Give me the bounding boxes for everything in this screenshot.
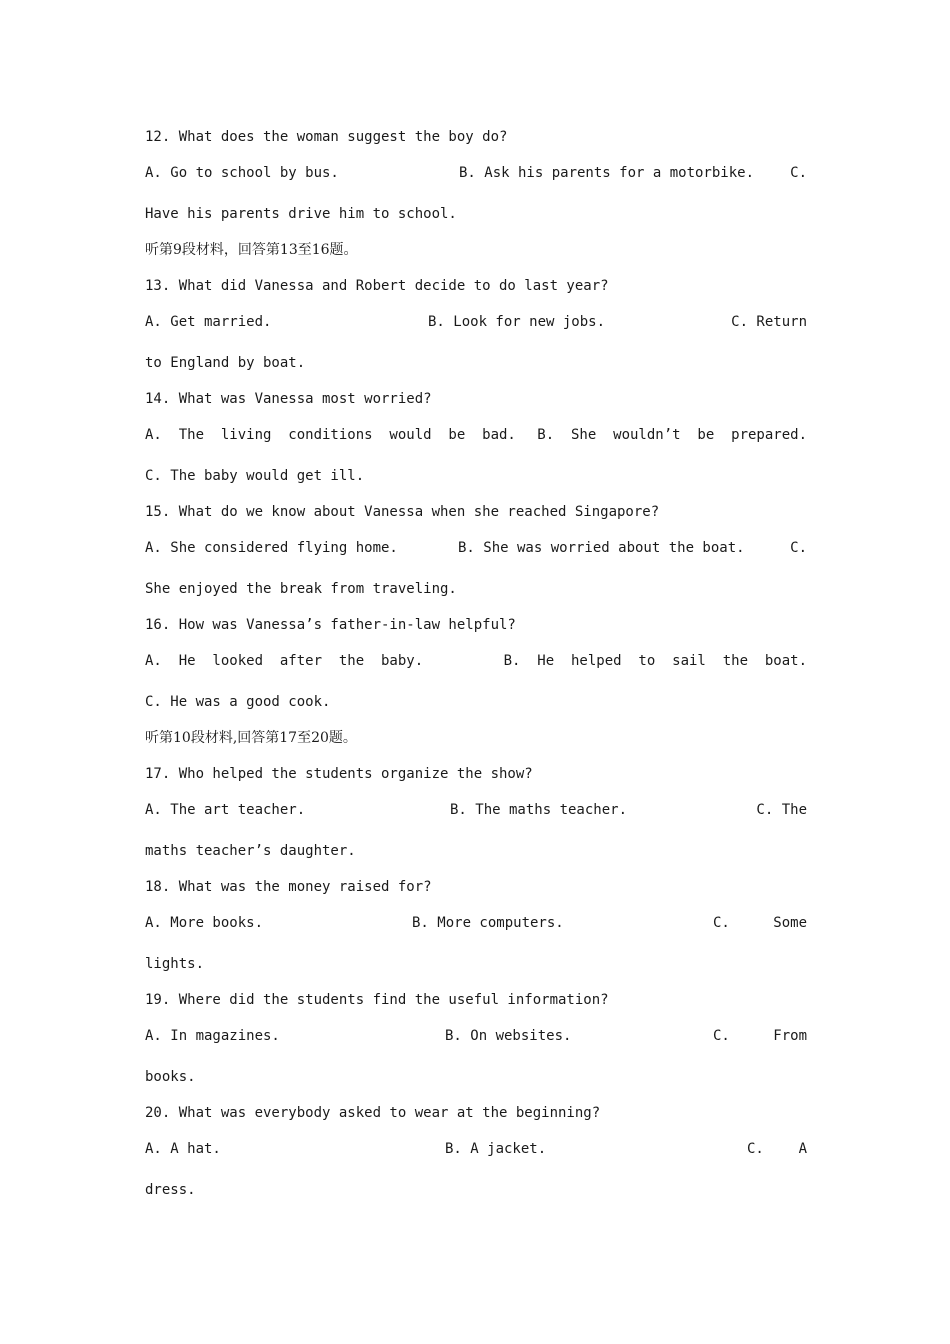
q18-option-c-text: lights. — [145, 956, 205, 972]
question-13-stem: 13. What did Vanessa and Robert decide to do last year? — [145, 278, 609, 294]
q13-option-a: A. Get married. — [145, 314, 272, 330]
q16-option-c: C. He was a good cook. — [145, 694, 331, 710]
question-12-stem: 12. What does the woman suggest the boy do? — [145, 129, 508, 145]
question-18-options-row — [145, 913, 807, 933]
q14-option-c: C. The baby would get ill. — [145, 468, 365, 484]
q17-option-c-label: C. The — [756, 802, 807, 818]
q17-option-a: A. The art teacher. — [145, 802, 306, 818]
q12-option-c-text: Have his parents drive him to school. — [145, 206, 457, 222]
q18-option-a: A. More books. — [145, 915, 264, 931]
question-20-stem: 20. What was everybody asked to wear at the beginning? — [145, 1105, 601, 1121]
q13-option-c-label: C. Return — [731, 314, 807, 330]
q14-option-b: B. She wouldn’t be prepared. — [537, 427, 807, 443]
section-10-heading: 听第10段材料,回答第17至20题。 — [145, 730, 357, 746]
question-14-options-row — [145, 425, 807, 445]
question-15-options-row — [145, 538, 807, 558]
question-14-stem: 14. What was Vanessa most worried? — [145, 391, 432, 407]
question-17-options-row — [145, 800, 807, 820]
question-19-stem: 19. Where did the students find the useful information? — [145, 992, 609, 1008]
q15-option-c-label: C. — [790, 540, 807, 556]
q12-option-c-label: C. — [790, 165, 807, 181]
q18-option-c-start: Some — [773, 915, 807, 931]
q18-option-c-label: C. — [713, 915, 730, 931]
q16-option-a: A. He looked after the baby. — [145, 653, 424, 669]
q13-option-b: B. Look for new jobs. — [428, 314, 606, 330]
question-16-stem: 16. How was Vanessa’s father-in-law helpful? — [145, 617, 516, 633]
section-9-heading: 听第9段材料，回答第13至16题。 — [145, 242, 358, 258]
q15-option-a: A. She considered flying home. — [145, 540, 398, 556]
q15-option-b: B. She was worried about the boat. — [458, 540, 745, 556]
q20-option-b: B. A jacket. — [445, 1141, 547, 1157]
question-13-options-row — [145, 312, 807, 332]
q19-option-c-start: From — [773, 1028, 807, 1044]
q17-option-c-text: maths teacher’s daughter. — [145, 843, 356, 859]
q19-option-c-label: C. — [713, 1028, 730, 1044]
q17-option-b: B. The maths teacher. — [450, 802, 628, 818]
q20-option-a: A. A hat. — [145, 1141, 221, 1157]
q16-option-b: B. He helped to sail the boat. — [503, 653, 807, 669]
q12-option-a: A. Go to school by bus. — [145, 165, 339, 181]
question-12-options-row — [145, 163, 807, 183]
q20-option-c-start: A — [798, 1141, 807, 1157]
question-18-stem: 18. What was the money raised for? — [145, 879, 432, 895]
q13-option-c-text: to England by boat. — [145, 355, 306, 371]
question-16-options-row — [145, 651, 807, 671]
question-15-stem: 15. What do we know about Vanessa when she reached Singapore? — [145, 504, 660, 520]
question-19-options-row — [145, 1026, 807, 1046]
question-20-options-row — [145, 1139, 807, 1159]
q18-option-b: B. More computers. — [412, 915, 564, 931]
q15-option-c-text: She enjoyed the break from traveling. — [145, 581, 457, 597]
question-17-stem: 17. Who helped the students organize the show? — [145, 766, 533, 782]
q14-option-a: A. The living conditions would be bad. — [145, 427, 516, 443]
q19-option-a: A. In magazines. — [145, 1028, 280, 1044]
q20-option-c-label: C. — [747, 1141, 764, 1157]
q19-option-b: B. On websites. — [445, 1028, 572, 1044]
q12-option-b: B. Ask his parents for a motorbike. — [459, 165, 755, 181]
q20-option-c-text: dress. — [145, 1182, 196, 1198]
q19-option-c-text: books. — [145, 1069, 196, 1085]
